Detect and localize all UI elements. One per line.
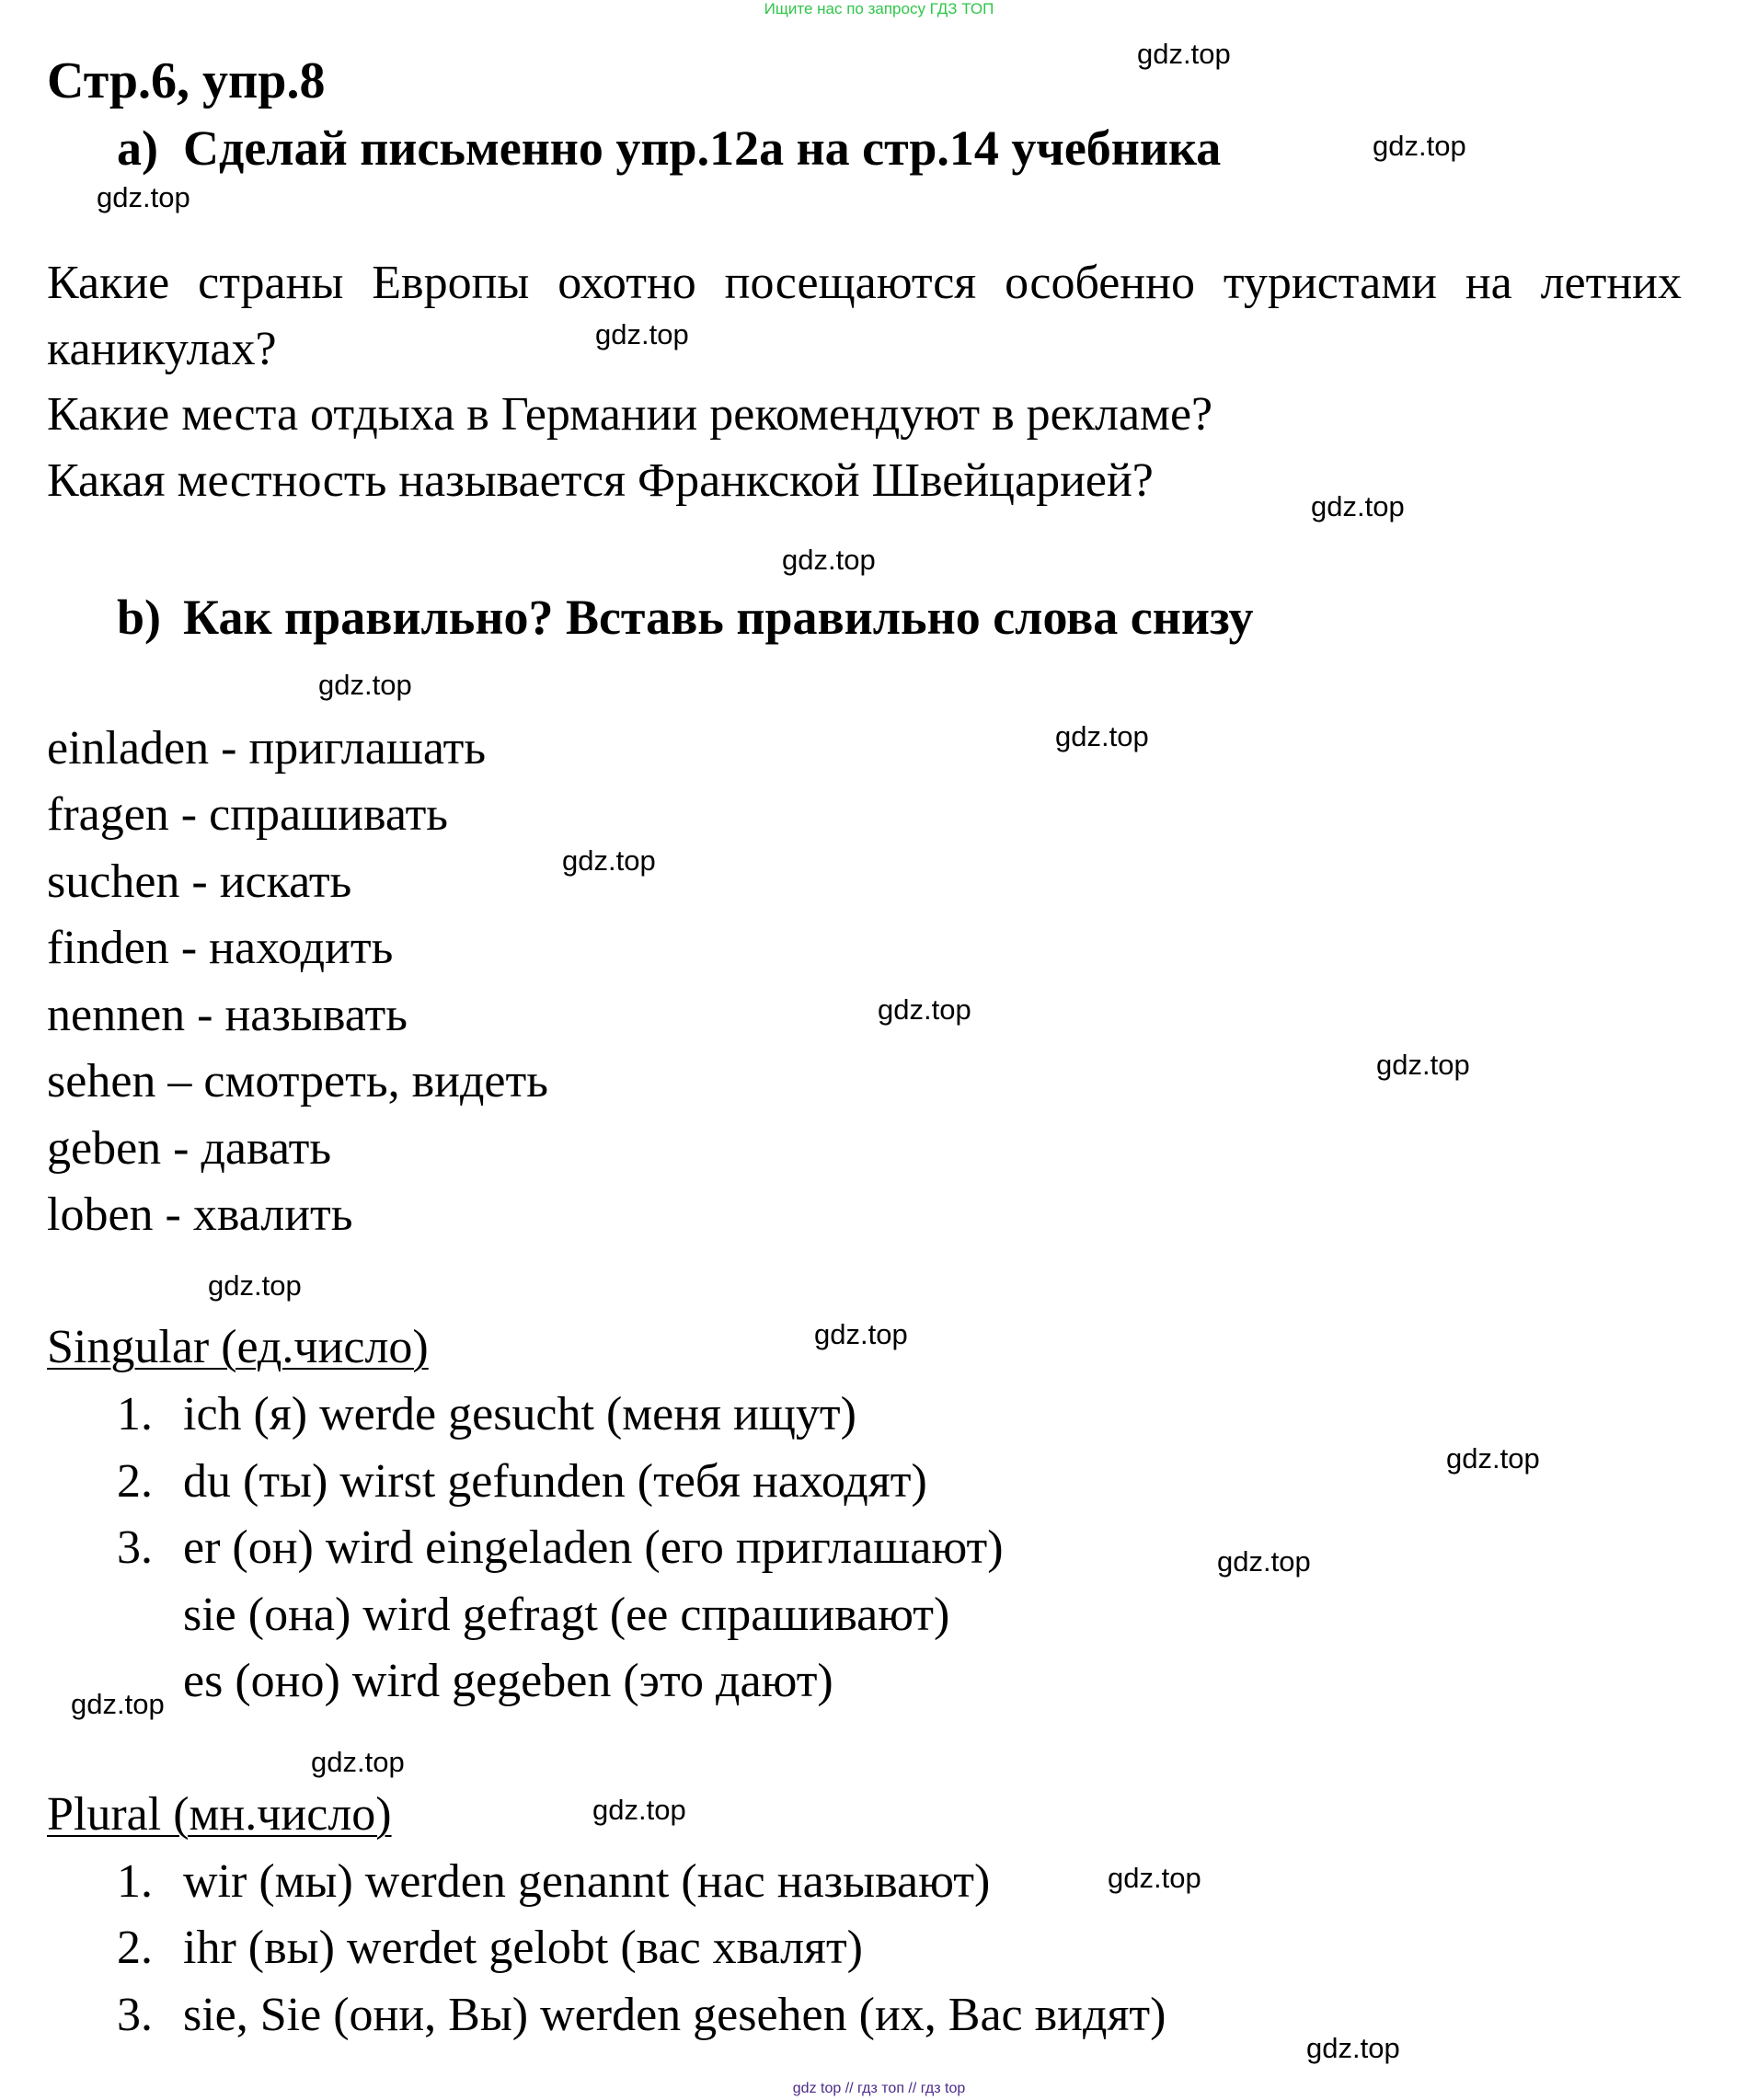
item-number: 1. (117, 1388, 153, 1440)
watermark: gdz.top (1373, 130, 1466, 162)
singular-item (117, 1386, 856, 1443)
item-text: sie (она) wird gefragt (ее спрашивают) (183, 1589, 950, 1641)
vocabulary-item: einladen - приглашать (47, 722, 487, 775)
question-2: Какие места отдыха в Германии рекомендуют в рекламе? (47, 388, 1213, 441)
watermark: gdz.top (814, 1318, 908, 1350)
watermark: gdz.top (1055, 720, 1149, 752)
singular-item (117, 1453, 927, 1510)
item-text: wir (мы) werden genannt (нас называют) (183, 1855, 991, 1908)
plural-item (117, 1987, 1166, 2044)
question-3: Какая местность называется Франкской Швейцарией? (47, 454, 1154, 507)
watermark: gdz.top (208, 1269, 302, 1302)
watermark: gdz.top (311, 1746, 405, 1778)
watermark: gdz.top (1306, 2032, 1400, 2064)
plural-item (117, 1920, 863, 1977)
vocabulary-item: sehen – смотреть, видеть (47, 1055, 548, 1107)
watermark: gdz.top (595, 318, 689, 350)
item-number: 3. (117, 1521, 153, 1574)
watermark: gdz.top (1217, 1545, 1311, 1578)
watermark: gdz.top (782, 544, 876, 576)
vocabulary-item: geben - давать (47, 1122, 332, 1175)
section-b-letter: b) (117, 590, 162, 645)
top-banner: Ищите нас по запросу ГДЗ ТОП (764, 0, 994, 17)
question-1: Какие страны Европы охотно посещаются особенно туристами на летних каникулах? (47, 257, 1682, 375)
item-number: 2. (117, 1455, 153, 1508)
item-number: 1. (117, 1855, 153, 1908)
page-title: Стр.6, упр.8 (47, 52, 326, 109)
section-b-heading (117, 589, 1254, 646)
item-text: es (оно) wird gegeben (это дают) (183, 1655, 833, 1707)
section-a-heading (117, 120, 1221, 177)
section-a-text: Сделай письменно упр.12а на стр.14 учебника (183, 120, 1222, 176)
item-text: du (ты) wirst gefunden (тебя находят) (183, 1455, 927, 1508)
watermark: gdz.top (1446, 1442, 1540, 1475)
plural-heading: Plural (мн.число) (47, 1788, 392, 1841)
item-text: ich (я) werde gesucht (меня ищут) (183, 1388, 856, 1440)
watermark: gdz.top (878, 993, 971, 1026)
vocabulary-item: finden - находить (47, 922, 394, 974)
vocabulary-item: nennen - называть (47, 989, 408, 1041)
watermark: gdz.top (318, 669, 412, 701)
watermark: gdz.top (1108, 1862, 1201, 1894)
item-number: 2. (117, 1922, 153, 1974)
watermark: gdz.top (71, 1688, 165, 1720)
watermark: gdz.top (592, 1794, 686, 1826)
item-text: sie, Sie (они, Вы) werden gesehen (их, Вас видят) (183, 1989, 1166, 2041)
singular-item (117, 1653, 833, 1710)
vocabulary-item: fragen - спрашивать (47, 788, 449, 841)
section-b-text: Как правильно? Вставь правильно слова снизу (183, 590, 1254, 645)
watermark: gdz.top (562, 844, 656, 877)
item-number: 3. (117, 1989, 153, 2041)
singular-item (117, 1520, 1004, 1577)
vocabulary-item: suchen - искать (47, 855, 352, 908)
section-a-letter: a) (117, 120, 158, 176)
item-text: ihr (вы) werdet gelobt (вас хвалят) (183, 1922, 863, 1974)
singular-heading: Singular (ед.число) (47, 1321, 429, 1373)
plural-item (117, 1853, 990, 1911)
watermark: gdz.top (1137, 38, 1231, 70)
vocabulary-item: loben - хвалить (47, 1188, 353, 1241)
watermark: gdz.top (1376, 1049, 1470, 1081)
watermark: gdz.top (1311, 490, 1405, 522)
watermark: gdz.top (97, 181, 190, 213)
singular-item (117, 1587, 949, 1644)
footer: gdz top // гдз топ // гдз top (792, 2081, 966, 2096)
item-text: er (он) wird eingeladen (его приглашают) (183, 1521, 1004, 1574)
